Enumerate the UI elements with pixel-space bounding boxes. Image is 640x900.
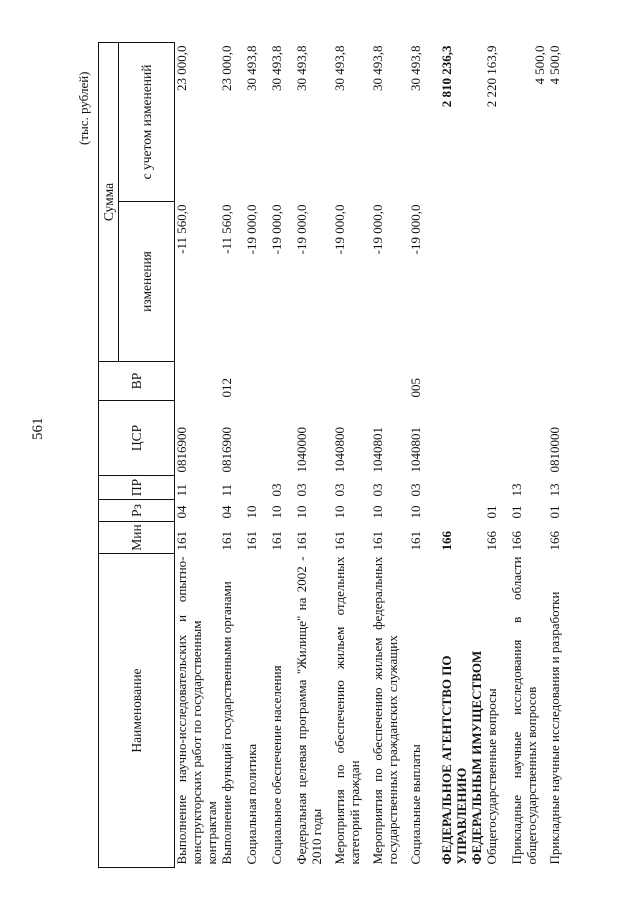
header-change: изменения — [119, 202, 175, 362]
row-pr: 11 — [174, 483, 189, 497]
row-min: 161 — [293, 531, 309, 551]
row-change: -19 000,0 — [268, 204, 284, 255]
row-total: 23 000,0 — [218, 45, 234, 91]
row-total: 30 493,8 — [293, 45, 309, 91]
row-min: 166 — [483, 531, 499, 551]
row-name-line1: Выполнение функций государственными органами — [218, 581, 234, 865]
row-total: 30 493,8 — [268, 45, 284, 91]
header-vr: ВР — [99, 362, 175, 401]
row-min: 161 — [369, 531, 385, 551]
row-pr: 03 — [369, 483, 385, 497]
row-rz: 01 — [546, 505, 562, 519]
row-pr: 03 — [268, 483, 284, 497]
row-csr: 1040801 — [407, 427, 423, 473]
row-name-line1: Социальное обеспечение населения — [268, 665, 284, 865]
row-min: 161 — [218, 531, 234, 551]
row-min: 161 — [331, 531, 347, 551]
rotated-page — [76, 43, 598, 868]
row-name-line1: Прикладные научные исследования и разработки — [546, 591, 562, 865]
row-min: 161 — [243, 531, 259, 551]
row-change — [485, 202, 510, 362]
row-csr — [245, 401, 270, 476]
row-pr: 13 — [546, 483, 562, 497]
row-csr: 1040801 — [369, 427, 385, 473]
row-min: 166 — [546, 531, 562, 551]
page-number: 561 — [30, 417, 46, 440]
row-csr: 0816900 — [218, 427, 234, 473]
table-row — [510, 42, 548, 867]
row-pr — [485, 476, 510, 500]
table-row — [220, 42, 245, 867]
row-change: -19 000,0 — [407, 204, 423, 255]
row-rz: 04 — [174, 505, 189, 519]
header-with-change: с учетом изменений — [119, 42, 175, 201]
row-total: 30 493,8 — [407, 45, 423, 91]
row-name-line1: Федеральная целевая программа "Жилище" на 2002 - — [293, 556, 309, 865]
row-change — [434, 202, 485, 362]
table-row — [485, 42, 510, 867]
row-rz: 10 — [331, 505, 347, 519]
row-vr — [333, 362, 371, 401]
row-csr: 1040800 — [331, 427, 347, 473]
row-name-line2: государственных гражданских служащих — [384, 635, 400, 865]
row-min: 166 — [438, 531, 454, 551]
row-csr: 1040000 — [293, 427, 309, 473]
table-row — [548, 42, 573, 867]
row-name-line1: Общегосударственные вопросы — [483, 688, 499, 865]
table-row — [245, 42, 270, 867]
row-change: -19 000,0 — [331, 204, 347, 255]
row-pr: 03 — [407, 483, 423, 497]
row-total: 23 000,0 — [174, 45, 189, 91]
row-name-line1: Мероприятия по обеспечению жильем отдельных — [331, 556, 347, 865]
row-pr: 03 — [331, 483, 347, 497]
row-name-line1: Мероприятия по обеспечению жильем федеральных — [369, 556, 385, 865]
table-row — [434, 42, 485, 867]
budget-table — [98, 42, 573, 868]
row-vr — [371, 362, 409, 401]
row-min: 161 — [407, 531, 423, 551]
row-rz: 10 — [407, 505, 423, 519]
row-rz: 10 — [268, 505, 284, 519]
row-min: 161 — [268, 531, 284, 551]
unit-note: (тыс. рублей) — [76, 71, 91, 145]
row-csr — [510, 401, 548, 476]
row-name-line1: Выполнение научно-исследовательских и опытно- — [174, 556, 189, 865]
row-total: 4 500,0 — [531, 45, 547, 85]
row-pr: 03 — [293, 483, 309, 497]
row-name-line2: общегосударственных вопросов — [523, 686, 539, 865]
row-total: 30 493,8 — [331, 45, 347, 91]
row-total: 2 220 163,9 — [483, 45, 499, 108]
row-change — [548, 202, 573, 362]
row-min: 166 — [508, 531, 524, 551]
row-total: 4 500,0 — [546, 45, 562, 85]
row-vr: 005 — [407, 378, 423, 398]
header-min: Мин — [99, 522, 175, 554]
row-vr — [548, 362, 573, 401]
table-row — [409, 42, 434, 867]
row-vr — [245, 362, 270, 401]
row-rz: 10 — [293, 505, 309, 519]
row-vr — [434, 362, 485, 401]
row-vr — [295, 362, 333, 401]
row-pr — [434, 476, 485, 500]
row-min: 161 — [174, 531, 189, 551]
row-name-line1: Социальные выплаты — [407, 744, 423, 865]
row-vr — [175, 362, 220, 401]
row-change: -11 560,0 — [218, 204, 234, 254]
row-name-line1: Прикладные научные исследования в области — [508, 556, 524, 865]
row-total: 30 493,8 — [243, 45, 259, 91]
header-sum: Сумма — [99, 42, 119, 361]
row-change: -11 560,0 — [174, 204, 189, 254]
header-pr: ПР — [99, 476, 175, 500]
row-csr: 0816900 — [174, 427, 189, 473]
row-change: -19 000,0 — [369, 204, 385, 255]
row-pr — [245, 476, 270, 500]
row-name-line2: 2010 годы — [308, 808, 324, 865]
row-csr — [270, 401, 295, 476]
table-row — [371, 42, 409, 867]
header-rz: Рз — [99, 500, 175, 522]
row-change: -19 000,0 — [243, 204, 259, 255]
row-vr: 012 — [218, 378, 234, 398]
row-vr — [485, 362, 510, 401]
row-rz: 01 — [508, 505, 524, 519]
row-name-line1: Социальная политика — [243, 743, 259, 865]
table-row — [295, 42, 333, 867]
header-name: Наименование — [99, 554, 175, 868]
row-name-line1: ФЕДЕРАЛЬНОЕ АГЕНТСТВО ПО УПРАВЛЕНИЮ — [438, 655, 469, 865]
row-csr: 0810000 — [546, 427, 562, 473]
row-total: 2 810 236,3 — [438, 45, 454, 108]
table-row — [333, 42, 371, 867]
row-pr: 11 — [218, 483, 234, 497]
row-name-line2: категорий граждан — [346, 760, 362, 865]
row-name-line2: конструкторских работ по государственным контрактам — [188, 620, 219, 865]
row-rz: 04 — [218, 505, 234, 519]
table-row — [175, 42, 220, 867]
row-rz: 10 — [243, 505, 259, 519]
row-vr — [510, 362, 548, 401]
row-csr — [434, 401, 485, 476]
row-total: 30 493,8 — [369, 45, 385, 91]
row-rz: 10 — [369, 505, 385, 519]
row-change: -19 000,0 — [293, 204, 309, 255]
row-pr: 13 — [508, 483, 524, 497]
table-row — [270, 42, 295, 867]
row-change — [510, 202, 548, 362]
row-rz — [434, 500, 485, 522]
row-csr — [485, 401, 510, 476]
row-rz: 01 — [483, 505, 499, 519]
row-name-line2: ФЕДЕРАЛЬНЫМ ИМУЩЕСТВОМ — [468, 650, 484, 865]
header-csr: ЦСР — [99, 401, 175, 476]
row-vr — [270, 362, 295, 401]
